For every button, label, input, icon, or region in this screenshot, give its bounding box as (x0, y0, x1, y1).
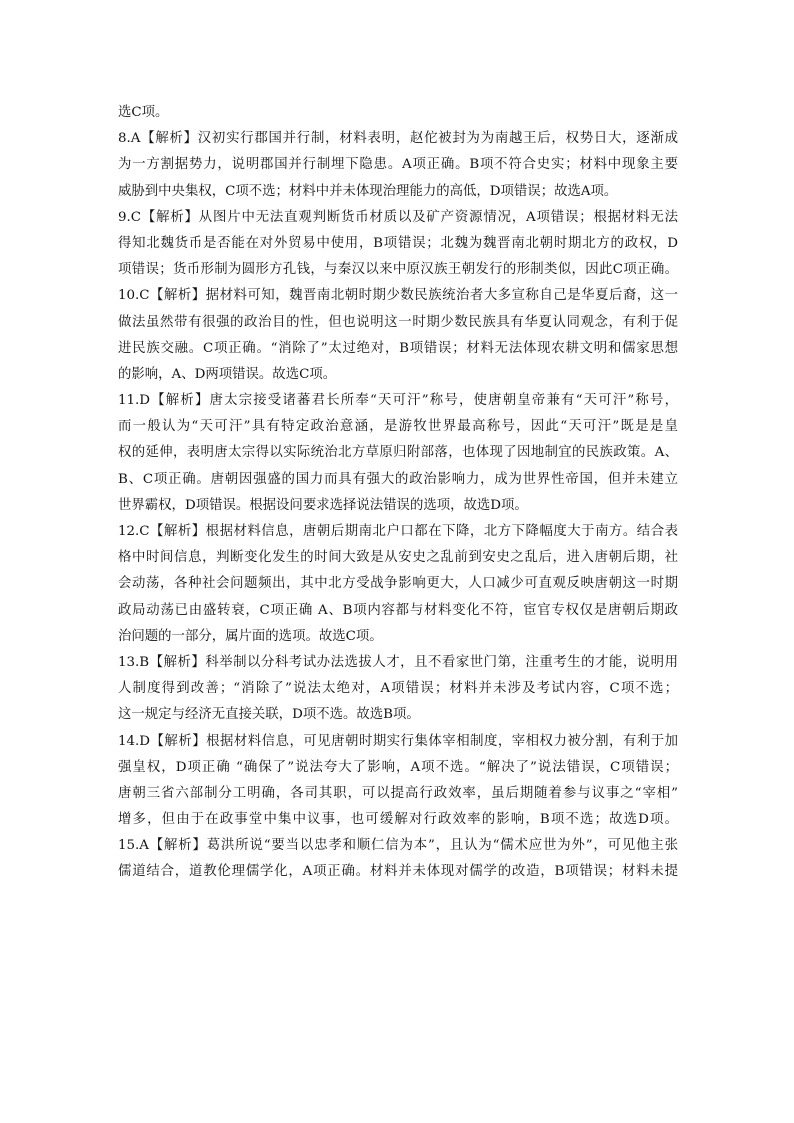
text-line: 这一规定与经济无直接关联，D项不选。故选B项。 (118, 707, 420, 723)
text-line: 14.D【解析】根据材料信息，可见唐朝时期实行集体宰相制度，宰相权力被分割，有利于加 (118, 733, 678, 749)
text-line: 进民族交融。C项正确。“消除了”太过绝对，B项错误；材料无法体现农耕文明和儒家思想 (118, 340, 678, 356)
document-body (118, 100, 678, 886)
text-line: 得知北魏货币是否能在对外贸易中使用，B项错误；北魏为魏晋南北朝时期北方的政权，D (118, 235, 678, 251)
text-line: 项错误；货币形制为圆形方孔钱，与秦汉以来中原汉族王朝发行的形制类似，因此C项正确。 (118, 262, 678, 278)
text-line: 选C项。 (118, 105, 169, 120)
text-line: 为一方割据势力，说明郡国并行制埋下隐患。A项正确。B项不符合史实；材料中现象主要 (118, 157, 678, 173)
text-line: 格中时间信息，判断变化发生的时间大致是从安史之乱前到安史之乱后，进入唐朝后期，社 (118, 550, 678, 566)
text-line: 13.B【解析】科举制以分科考试办法选拔人才，且不看家世门第，注重考生的才能，说明用 (118, 654, 678, 670)
text-line: 8.A【解析】汉初实行郡国并行制，材料表明，赵佗被封为为南越王后，权势日大，逐渐成 (118, 131, 678, 147)
text-line: 11.D【解析】唐太宗接受诸蕃君长所奉“天可汗”称号，使唐朝皇帝兼有“天可汗”称号， (118, 393, 678, 409)
text-line: 唐朝三省六部制分工明确，各司其职，可以提高行政效率，虽后期随着参与议事之“宰相” (118, 785, 678, 801)
text-line: 会动荡，各种社会问题频出，其中北方受战争影响更大，人口减少可直观反映唐朝这一时期 (118, 576, 678, 592)
text-line: 做法虽然带有很强的政治目的性，但也说明这一时期少数民族具有华夏认同观念，有利于促 (118, 314, 678, 330)
text-line: 世界霸权，D项错误。根据设问要求选择说法错误的选项，故选D项。 (118, 497, 528, 513)
text-line: 治问题的一部分，属片面的选项。故选C项。 (118, 628, 383, 644)
text-line: 12.C【解析】根据材料信息，唐朝后期南北户口都在下降，北方下降幅度大于南方。结合表 (118, 524, 678, 539)
text-line: 人制度得到改善；“消除了”说法太绝对，A项错误；材料并未涉及考试内容，C项不选； (118, 681, 678, 697)
text-line: 的影响，A、D两项错误。故选C项。 (118, 366, 337, 382)
text-line: B、C项正确。唐朝因强盛的国力而具有强大的政治影响力，成为世界性帝国，但并未建立 (118, 471, 678, 487)
text-line: 强皇权，D项正确 “确保了”说法夸大了影响，A项不选。“解决了”说法错误，C项错误； (118, 759, 678, 775)
text-line: 增多，但由于在政事堂中集中议事，也可缓解对行政效率的影响，B项不选；故选D项。 (118, 812, 678, 828)
text-line: 10.C【解析】据材料可知，魏晋南北朝时期少数民族统治者大多宣称自己是华夏后裔，这一 (118, 288, 678, 304)
text-line: 儒道结合，道教伦理儒学化，A项正确。材料并未体现对儒学的改造，B项错误；材料未提 (118, 864, 678, 880)
text-line: 而一般认为“天可汗”具有特定政治意涵，是游牧世界最高称号，因此“天可汗”既是是皇 (118, 419, 678, 435)
text-line: 9.C【解析】从图片中无法直观判断货币材质以及矿产资源情况，A项错误；根据材料无法 (118, 209, 678, 225)
text-line: 权的延伸，表明唐太宗得以实际统治北方草原归附部落，也体现了因地制宜的民族政策。A、 (118, 445, 678, 461)
text-line: 政局动荡已由盛转衰，C项正确 A、B项内容都与材料变化不符，宦官专权仅是唐朝后期政 (118, 602, 678, 618)
text-line: 威胁到中央集权，C项不选；材料中并未体现治理能力的高低，D项错误；故选A项。 (118, 183, 618, 199)
text-line: 15.A【解析】葛洪所说“要当以忠孝和顺仁信为本”，且认为“儒术应世为外”，可见他主张 (118, 838, 678, 854)
